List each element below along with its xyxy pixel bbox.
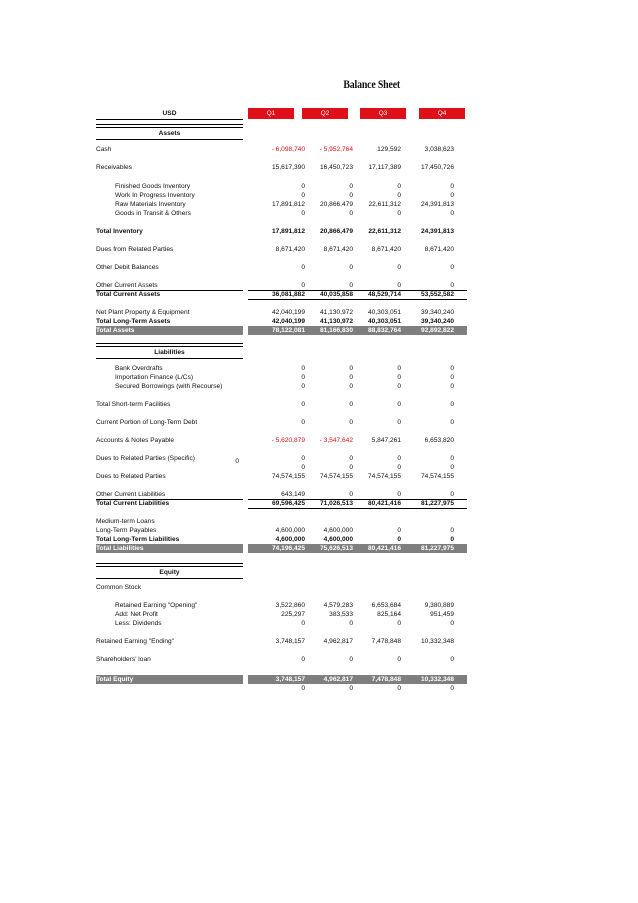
cell-value-q2: 4,600,000 xyxy=(323,527,353,534)
cell-value-q2: 16,450,723 xyxy=(319,164,353,171)
cell-value-q3: 17,117,389 xyxy=(368,164,401,171)
row-net-plant xyxy=(96,308,467,317)
cell-value-q2: 0 xyxy=(349,491,353,498)
cell-value-q4: 0 xyxy=(450,419,454,426)
cell-value-q3: 7,478,848 xyxy=(371,638,401,645)
section-header-liabilities: Liabilities xyxy=(96,346,243,359)
row-total-liabilities xyxy=(96,544,467,553)
cell-value-q3: 0 xyxy=(397,282,401,289)
cell-value-q3: 0 xyxy=(397,264,401,271)
row-label: Finished Goods Inventory xyxy=(115,183,191,190)
cell-value-q4: 0 xyxy=(450,455,454,462)
cell-value-q1: 42,040,199 xyxy=(271,318,305,325)
cell-value-q1: 4,600,000 xyxy=(275,536,305,543)
row-other-current-liabilities xyxy=(96,490,467,499)
cell-value-q2: 74,574,155 xyxy=(319,473,353,480)
cell-value-q3: 40,303,051 xyxy=(367,309,401,316)
row-label: Dues to Related Parties xyxy=(96,473,166,480)
cell-value-q2: 0 xyxy=(349,365,353,372)
row-dues-to-related xyxy=(96,472,467,481)
cell-value-q2: 40,035,858 xyxy=(319,291,353,298)
row-import-finance xyxy=(96,373,467,382)
cell-value-q3: 48,529,714 xyxy=(367,291,401,298)
row-total-lt-liabilities xyxy=(96,535,467,544)
quarter-header-q2: Q2 xyxy=(302,108,348,119)
cell-value-q4: 0 xyxy=(450,374,454,381)
row-label: Receivables xyxy=(96,164,132,171)
cell-value-q3: 0 xyxy=(397,365,401,372)
cell-value-q1: 0 xyxy=(301,685,305,692)
row-label: Current Portion of Long-Term Debt xyxy=(96,419,198,426)
cell-value-q4: 3,038,623 xyxy=(424,146,454,153)
row-label: Shareholders' loan xyxy=(96,656,151,663)
cell-value-q1: 15,617,390 xyxy=(271,164,305,171)
cell-value-q2: 41,130,972 xyxy=(319,318,353,325)
row-current-portion-ltd xyxy=(96,418,467,427)
cell-value-q2: 41,130,972 xyxy=(319,309,353,316)
cell-value-q1: 4,600,000 xyxy=(275,527,305,534)
row-dues-related-specific xyxy=(96,454,467,463)
cell-value-q4: 81,227,975 xyxy=(420,545,454,552)
cell-value-q3: 0 xyxy=(397,656,401,663)
row-shareholders-loan xyxy=(96,655,467,664)
cell-value-q4: 24,391,813 xyxy=(420,201,454,208)
cell-value-q4: 0 xyxy=(450,527,454,534)
row-label: Secured Borrowings (with Recourse) xyxy=(115,383,223,390)
row-git xyxy=(96,209,467,218)
cell-value-q3: 6,653,684 xyxy=(371,602,401,609)
row-label: Less: Dividends xyxy=(115,620,162,627)
row-label: Dues from Related Parties xyxy=(96,246,174,253)
cell-value-q4: 0 xyxy=(450,282,454,289)
row-common-stock xyxy=(96,583,467,592)
cell-value-q4: 0 xyxy=(450,685,454,692)
row-label: Retained Earning "Opening" xyxy=(115,602,198,609)
row-other-current-assets xyxy=(96,281,467,290)
cell-value-q4: 0 xyxy=(450,210,454,217)
cell-value-q1: 0 xyxy=(301,282,305,289)
cell-value-q4: 10,332,348 xyxy=(420,676,454,683)
cell-value-q2: 0 xyxy=(349,264,353,271)
cell-value-q1: 78,122,081 xyxy=(271,327,305,334)
row-dues-from-related xyxy=(96,245,467,254)
cell-value-q1: 3,748,157 xyxy=(275,676,305,683)
row-net-profit xyxy=(96,610,467,619)
cell-value-q3: 0 xyxy=(397,210,401,217)
cell-value-q2: 81,166,830 xyxy=(319,327,353,334)
cell-value-q2: 0 xyxy=(349,183,353,190)
cell-value-q2: 0 xyxy=(349,685,353,692)
cell-value-q3: 22,611,312 xyxy=(368,228,401,235)
row-total-lt-assets xyxy=(96,317,467,326)
cell-value-q1: - 6,098,740 xyxy=(271,146,305,153)
cell-value-q4: 6,653,820 xyxy=(424,437,454,444)
row-label: Other Current Assets xyxy=(96,282,158,289)
cell-value-q1: 0 xyxy=(301,374,305,381)
row-cash xyxy=(96,145,467,154)
cell-value-q3: 0 xyxy=(397,455,401,462)
cell-value-q4: 0 xyxy=(450,491,454,498)
quarter-header-q4: Q4 xyxy=(419,108,465,119)
row-label: Work In Progress Inventory xyxy=(115,192,195,199)
cell-value-q1: 0 xyxy=(301,210,305,217)
cell-value-q1: 3,522,860 xyxy=(275,602,305,609)
cell-value-q2: 4,600,000 xyxy=(323,536,353,543)
cell-value-q2: 75,626,513 xyxy=(319,545,353,552)
cell-value-q3: 74,574,155 xyxy=(367,473,401,480)
cell-value-q2: 8,671,420 xyxy=(323,246,353,253)
cell-value-q3: 129,592 xyxy=(377,146,401,153)
cell-value-q2: 0 xyxy=(349,455,353,462)
cell-value-q2: 71,026,513 xyxy=(319,500,353,507)
row-label: Total Long-Term Liabilities xyxy=(96,536,180,543)
cell-value-q1: 74,196,425 xyxy=(271,545,305,552)
cell-value-q3: 825,164 xyxy=(377,611,401,618)
row-label: Bank Overdrafts xyxy=(115,365,163,372)
cell-value-q2: 0 xyxy=(349,210,353,217)
cell-value-q3: 80,421,416 xyxy=(367,545,401,552)
cell-value-q1: 0 xyxy=(301,183,305,190)
cell-value-q1: 0 xyxy=(301,656,305,663)
row-secured-borrowings xyxy=(96,382,467,391)
cell-value-q4: 0 xyxy=(450,464,454,471)
cell-value-q4: 0 xyxy=(450,264,454,271)
row-label: Goods in Transit & Others xyxy=(115,210,191,217)
row-label: Other Debit Balances xyxy=(96,264,159,271)
row-label: Total Current Assets xyxy=(96,291,161,298)
cell-value-q3: 0 xyxy=(397,527,401,534)
row-label: Raw Materials Inventory xyxy=(115,201,186,208)
row-label: Total Long-Term Assets xyxy=(96,318,171,325)
row-medium-term-loans xyxy=(96,517,467,526)
row-receivables xyxy=(96,163,467,172)
cell-value-q4: 24,391,813 xyxy=(420,228,454,235)
row-stray-row-values xyxy=(96,463,467,472)
cell-value-q1: 0 xyxy=(301,464,305,471)
stray-zero-value: 0 xyxy=(235,458,239,465)
cell-value-q3: 0 xyxy=(397,401,401,408)
row-re-opening xyxy=(96,601,467,610)
cell-value-q2: 4,962,817 xyxy=(323,638,353,645)
cell-value-q4: 0 xyxy=(450,656,454,663)
cell-value-q1: 17,891,812 xyxy=(271,201,305,208)
cell-value-q4: 0 xyxy=(450,401,454,408)
column-header-row xyxy=(96,108,467,120)
cell-value-q3: 0 xyxy=(397,192,401,199)
row-label: Long-Term Payables xyxy=(96,527,157,534)
cell-value-q3: 0 xyxy=(397,536,401,543)
cell-value-q1: 3,748,157 xyxy=(275,638,305,645)
cell-value-q3: 0 xyxy=(397,464,401,471)
cell-value-q3: 88,832,764 xyxy=(367,327,401,334)
cell-value-q4: 0 xyxy=(450,620,454,627)
cell-value-q1: 36,081,882 xyxy=(271,291,305,298)
row-label: Cash xyxy=(96,146,112,153)
cell-value-q2: 20,866,479 xyxy=(319,201,353,208)
page-title: Balance Sheet xyxy=(343,77,401,91)
cell-value-q4: 39,340,240 xyxy=(420,318,454,325)
cell-value-q3: 0 xyxy=(397,491,401,498)
cell-value-q4: 8,671,420 xyxy=(424,246,454,253)
row-label: Total Short-term Facilities xyxy=(96,401,171,408)
quarter-header-q3: Q3 xyxy=(360,108,406,119)
cell-value-q3: 80,421,416 xyxy=(367,500,401,507)
row-label: Total Assets xyxy=(96,327,135,334)
cell-value-q4: 39,340,240 xyxy=(420,309,454,316)
cell-value-q2: 0 xyxy=(349,383,353,390)
row-check-row xyxy=(96,684,467,693)
cell-value-q1: 8,671,420 xyxy=(275,246,305,253)
cell-value-q2: 20,866,479 xyxy=(319,228,353,235)
cell-value-q3: 0 xyxy=(397,620,401,627)
row-label: Common Stock xyxy=(96,584,142,591)
cell-value-q2: 0 xyxy=(349,464,353,471)
row-re-ending xyxy=(96,637,467,646)
cell-value-q2: 4,962,817 xyxy=(323,676,353,683)
row-label: Total Inventory xyxy=(96,228,143,235)
cell-value-q1: 643,149 xyxy=(281,491,305,498)
cell-value-q1: 0 xyxy=(301,455,305,462)
cell-value-q2: 0 xyxy=(349,419,353,426)
cell-value-q4: 9,380,889 xyxy=(424,602,454,609)
row-label: Add: Net Profit xyxy=(115,611,158,618)
cell-value-q4: 53,552,582 xyxy=(420,291,454,298)
section-header-assets: Assets xyxy=(96,127,243,140)
row-rmi xyxy=(96,200,467,209)
cell-value-q1: 0 xyxy=(301,192,305,199)
cell-value-q3: 0 xyxy=(397,383,401,390)
row-total-st-facilities xyxy=(96,400,467,409)
cell-value-q4: 0 xyxy=(450,192,454,199)
cell-value-q1: 0 xyxy=(301,620,305,627)
cell-value-q2: 0 xyxy=(349,192,353,199)
cell-value-q2: - 3,547,642 xyxy=(319,437,353,444)
row-label: Retained Earning "Ending" xyxy=(96,638,174,645)
cell-value-q4: 74,574,155 xyxy=(420,473,454,480)
cell-value-q2: 0 xyxy=(349,282,353,289)
cell-value-q4: 10,332,348 xyxy=(420,638,454,645)
cell-value-q3: 0 xyxy=(397,685,401,692)
cell-value-q1: 17,891,812 xyxy=(271,228,305,235)
row-total-inventory xyxy=(96,227,467,236)
cell-value-q3: 0 xyxy=(397,419,401,426)
row-label: Total Current Liabilities xyxy=(96,500,170,507)
cell-value-q4: 951,459 xyxy=(430,611,454,618)
row-label: Total Equity xyxy=(96,676,134,683)
cell-value-q3: 7,478,848 xyxy=(371,676,401,683)
cell-value-q2: - 5,952,764 xyxy=(319,146,353,153)
cell-value-q1: 42,040,199 xyxy=(271,309,305,316)
cell-value-q4: 0 xyxy=(450,365,454,372)
row-other-debit xyxy=(96,263,467,272)
quarter-header-q1: Q1 xyxy=(248,108,294,119)
row-label: Total Liabilities xyxy=(96,545,144,552)
cell-value-q4: 0 xyxy=(450,183,454,190)
row-lt-payables xyxy=(96,526,467,535)
cell-value-q1: 0 xyxy=(301,383,305,390)
cell-value-q4: 0 xyxy=(450,383,454,390)
cell-value-q2: 0 xyxy=(349,401,353,408)
cell-value-q1: 74,574,155 xyxy=(271,473,305,480)
row-bank-overdrafts xyxy=(96,364,467,373)
cell-value-q4: 92,892,822 xyxy=(420,327,454,334)
cell-value-q3: 40,303,051 xyxy=(367,318,401,325)
cell-value-q3: 0 xyxy=(397,183,401,190)
cell-value-q1: 0 xyxy=(301,419,305,426)
row-label: Net Plant Property & Equipment xyxy=(96,309,190,316)
cell-value-q2: 0 xyxy=(349,656,353,663)
cell-value-q1: 69,596,425 xyxy=(271,500,305,507)
row-total-current-assets xyxy=(96,290,467,299)
cell-value-q1: 0 xyxy=(301,264,305,271)
section-header-equity: Equity xyxy=(96,566,243,579)
cell-value-q3: 0 xyxy=(397,374,401,381)
cell-value-q2: 0 xyxy=(349,374,353,381)
row-total-equity xyxy=(96,675,467,684)
row-dividends xyxy=(96,619,467,628)
cell-value-q4: 0 xyxy=(450,536,454,543)
cell-value-q3: 5,847,261 xyxy=(371,437,401,444)
cell-value-q1: 0 xyxy=(301,401,305,408)
row-label: Medium-term Loans xyxy=(96,518,155,525)
row-accounts-payable xyxy=(96,436,467,445)
row-total-assets xyxy=(96,326,467,335)
cell-value-q1: 0 xyxy=(301,365,305,372)
cell-value-q4: 17,450,726 xyxy=(420,164,454,171)
cell-value-q3: 8,671,420 xyxy=(371,246,401,253)
cell-value-q1: - 5,620,879 xyxy=(271,437,305,444)
row-fgi xyxy=(96,182,467,191)
row-label: Accounts & Notes Payable xyxy=(96,437,175,444)
cell-value-q4: 81,227,975 xyxy=(420,500,454,507)
row-total-current-liabilities xyxy=(96,499,467,508)
currency-header: USD xyxy=(96,108,243,120)
cell-value-q3: 22,611,312 xyxy=(368,201,401,208)
row-label: Other Current Liabilities xyxy=(96,491,166,498)
row-wip xyxy=(96,191,467,200)
cell-value-q2: 383,533 xyxy=(329,611,353,618)
cell-value-q1: 225,297 xyxy=(281,611,305,618)
cell-value-q2: 0 xyxy=(349,620,353,627)
row-label: Importation Finance (L/Cs) xyxy=(115,374,194,381)
cell-value-q2: 4,579,283 xyxy=(323,602,353,609)
row-label: Dues to Related Parties (Specific) xyxy=(96,455,195,462)
